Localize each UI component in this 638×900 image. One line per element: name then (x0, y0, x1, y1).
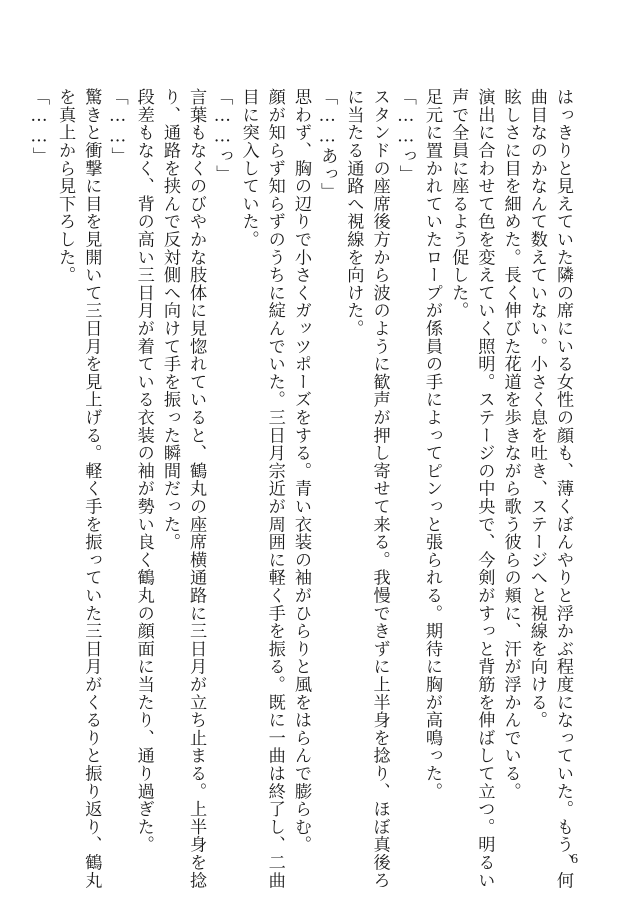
text-line: 「……」 (107, 88, 128, 165)
text-line: はっきりと見えていた隣の席にいる女性の顔も、薄くぼんやりと浮かぶ程度になっていた。もう、何 (553, 88, 573, 889)
text-line: 曲目なのかなんて数えていない。小さく息を吐き、ステージへと視線を向ける。 (526, 88, 547, 729)
text-line: 目に突入していた。 (238, 88, 259, 249)
vertical-text-body (26, 88, 576, 889)
text-line: 演出に合わせて色を変えていく照明。ステージの中央で、今剣がすっと背筋を伸ばして立つ。明るい (474, 88, 495, 889)
page-number: 6 (571, 852, 578, 867)
text-line: スタンドの座席後方から波のように歓声が押し寄せて来る。我慢できずに上半身を捻り、ほぼ真後ろ (369, 88, 390, 889)
text-line: 眩しさに目を細めた。長く伸びた花道を歩きながら歌う彼らの頬に、汗が浮かんでいる。 (500, 88, 521, 800)
text-line: 驚きと衝撃に目を見開いて三日月を見上げる。軽く手を振っていた三日月がくるりと振り返り、鶴丸 (81, 88, 102, 889)
text-line: を真上から見下ろした。 (55, 88, 76, 284)
text-line: に当たる通路へ視線を向けた。 (343, 88, 364, 338)
text-line: 「……」 (28, 88, 49, 165)
text-line: 「……っ」 (395, 88, 416, 183)
text-line: 顔が知らず知らずのうちに綻んでいた。三日月宗近が周囲に軽く手を振る。既に一曲は終了し、二曲 (264, 88, 285, 889)
text-line: 思わず、胸の辺りで小さくガッツポーズをする。青い衣装の袖がひらりと風をはらんで膨らむ。 (290, 88, 311, 854)
text-line: 「……あっ」 (317, 88, 338, 201)
text-line: 足元に置かれていたロープが係員の手によってピンっと張られる。期待に胸が高鳴った。 (421, 88, 442, 800)
text-line: 段差もなく、背の高い三日月が着ている衣装の袖が勢い良く鶴丸の顔面に当たり、通り過ぎた。 (133, 88, 154, 854)
text-line: 声で全員に座るよう促した。 (448, 88, 469, 320)
text-line: 「……っ」 (212, 88, 233, 183)
text-line: 言葉もなくのびやかな肢体に見惚れていると、鶴丸の座席横通路に三日月が立ち止まる。上半身を捻 (186, 88, 207, 889)
text-line: り、通路を挟んで反対側へ向けて手を振った瞬間だった。 (159, 88, 180, 551)
